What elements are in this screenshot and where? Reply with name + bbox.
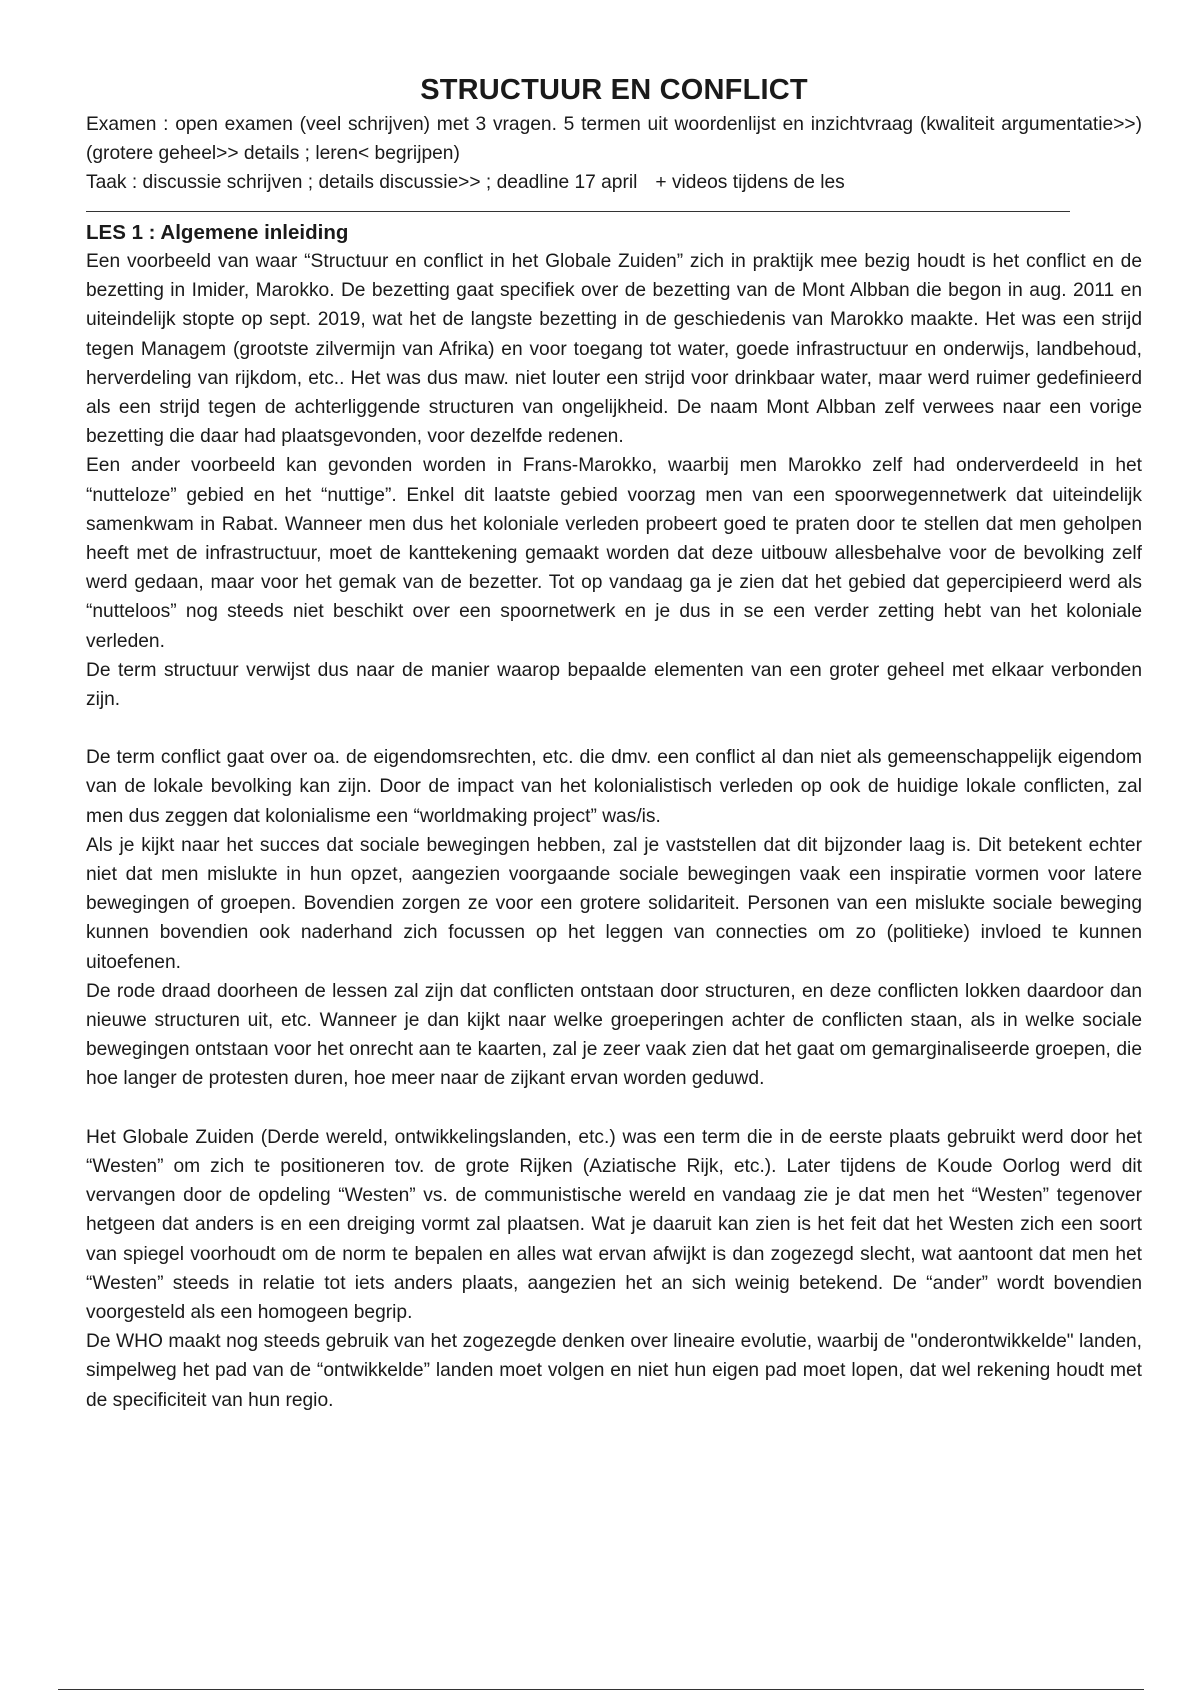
paragraph-spacer bbox=[86, 1094, 1142, 1123]
paragraph-who: De WHO maakt nog steeds gebruik van het zogezegde denken over lineaire evolutie, waarbij de "onderontwikkelde" landen, simpelweg het pad van de “ontwikkelde” landen moet volgen en niet hun eigen pad moet lopen, dat wel rekening houdt met de specificiteit van hun regio. bbox=[86, 1331, 1142, 1411]
paragraph-structuur: De term structuur verwijst dus naar de manier waarop bepaalde elementen van een groter geheel met elkaar verbonden zijn. bbox=[86, 659, 1142, 711]
paragraph-imider: Een voorbeeld van waar “Structuur en conflict in het Globale Zuiden” zich in praktijk mee bezig houdt is het conflict en de bezetting in Imider, Marokko. De bezetting gaat specifiek over de bezetting van de Mont Albban die begon in aug. 2011 en uiteindelijk stopte op sept. 2019, wat het de langste bezetting in de geschiedenis van Marokko maakte. Het was een strijd tegen Managem (grootste zilvermijn van Afrika) en voor toegang tot water, goede infrastructuur en onderwijs, landbehoud, herverdeling van rijkdom, etc.. Het was dus maw. niet louter een strijd voor drinkbaar water, maar werd ruimer gedefinieerd als een strijd tegen de achterliggende structuren van ongelijkheid. De naam Mont Albban zelf verwees naar een vorige bezetting die daar had plaatsgevonden, voor dezelfde redenen. bbox=[86, 251, 1142, 448]
paragraph-conflict: De term conflict gaat over oa. de eigendomsrechten, etc. die dmv. een conflict al dan niet als gemeenschappelijk eigendom van de lokale bevolking kan zijn. Door de impact van het kolonialistisch verleden op ook de huidige lokale conflicten, zal men dus zeggen dat kolonialisme een “worldmaking project” was/is. bbox=[86, 747, 1142, 827]
document-page bbox=[86, 70, 1142, 1415]
task-extra: + videos tijdens de les bbox=[655, 172, 845, 193]
section-heading: LES 1 : Algemene inleiding bbox=[86, 221, 349, 244]
paragraph-frans-marokko: Een ander voorbeeld kan gevonden worden in Frans-Marokko, waarbij men Marokko zelf had onderverdeeld in het “nutteloze” gebied en het “nuttige”. Enkel dit laatste gebied voorzag men van een spoorwegennetwerk dat uiteindelijk samenkwam in Rabat. Wanneer men dus het koloniale verleden probeert goed te praten door te stellen dat men geholpen heeft met de infrastructuur, moet de kanttekening gemaakt worden dat deze uitbouw allesbehalve voor de bevolking zelf werd gedaan, maar voor het gemak van de bezetter. Tot op vandaag ga je zien dat het gebied dat gepercipieerd werd als “nutteloos” nog steeds niet beschikt over een spoornetwerk en je dus in se een verder zetting hebt van het koloniale verleden. bbox=[86, 455, 1142, 652]
exam-info: Examen : open examen (veel schrijven) met 3 vragen. 5 termen uit woordenlijst en inzichtvraag (kwaliteit argumentatie>>) (grotere geheel>> details ; leren< begrijpen) bbox=[86, 114, 1142, 164]
task-text: Taak : discussie schrijven ; details discussie>> ; deadline 17 april bbox=[86, 172, 638, 193]
document-title: STRUCTUUR EN CONFLICT bbox=[420, 74, 808, 106]
task-info bbox=[86, 168, 1142, 197]
paragraph-rode-draad: De rode draad doorheen de lessen zal zijn dat conflicten ontstaan door structuren, en deze conflicten lokken daardoor dan nieuwe structuren uit, etc. Wanneer je dan kijkt naar welke groeperingen achter de conflicten staan, als in welke sociale bewegingen ontstaan voor het onrecht aan te kaarten, zal je zeer vaak zien dat het gaat om gemarginaliseerde groepen, die hoe langer de protesten duren, hoe meer naar de zijkant ervan worden geduwd. bbox=[86, 980, 1142, 1090]
paragraph-globale-zuiden: Het Globale Zuiden (Derde wereld, ontwikkelingslanden, etc.) was een term die in de eerste plaats gebruikt werd door het “Westen” om zich te positioneren tov. de grote Rijken (Aziatische Rijk, etc.). Later tijdens de Koude Oorlog werd dit vervangen door de opdeling “Westen” vs. de communistische wereld en vandaag zie je dat men het “Westen” tegenover hetgeen dat anders is en een dreiging vormt zal plaatsen. Wat je daaruit kan zien is het feit dat het Westen zich een soort van spiegel voorhoudt om de norm te bepalen en alles wat ervan afwijkt is dan zogezegd slecht, wat aantoont dat men het “Westen” steeds in relatie tot iets anders plaats, aangezien het an sich weinig betekend. De “ander” wordt bovendien voorgesteld als een homogeen begrip. bbox=[86, 1126, 1142, 1323]
footer-divider bbox=[58, 1689, 1144, 1690]
header-divider bbox=[86, 211, 1070, 212]
paragraph-spacer bbox=[86, 714, 1142, 743]
paragraph-sociale-bewegingen: Als je kijkt naar het succes dat sociale bewegingen hebben, zal je vaststellen dat dit bijzonder laag is. Dit betekent echter niet dat men mislukte in hun opzet, aangezien voorgaande sociale bewegingen vaak een inspiratie vormen voor latere bewegingen of groepen. Bovendien zorgen ze voor een grotere solidariteit. Personen van een mislukte sociale beweging kunnen bovendien ook naderhand zich focussen op het leggen van connecties om zo (politieke) invloed te kunnen uitoefenen. bbox=[86, 834, 1142, 973]
